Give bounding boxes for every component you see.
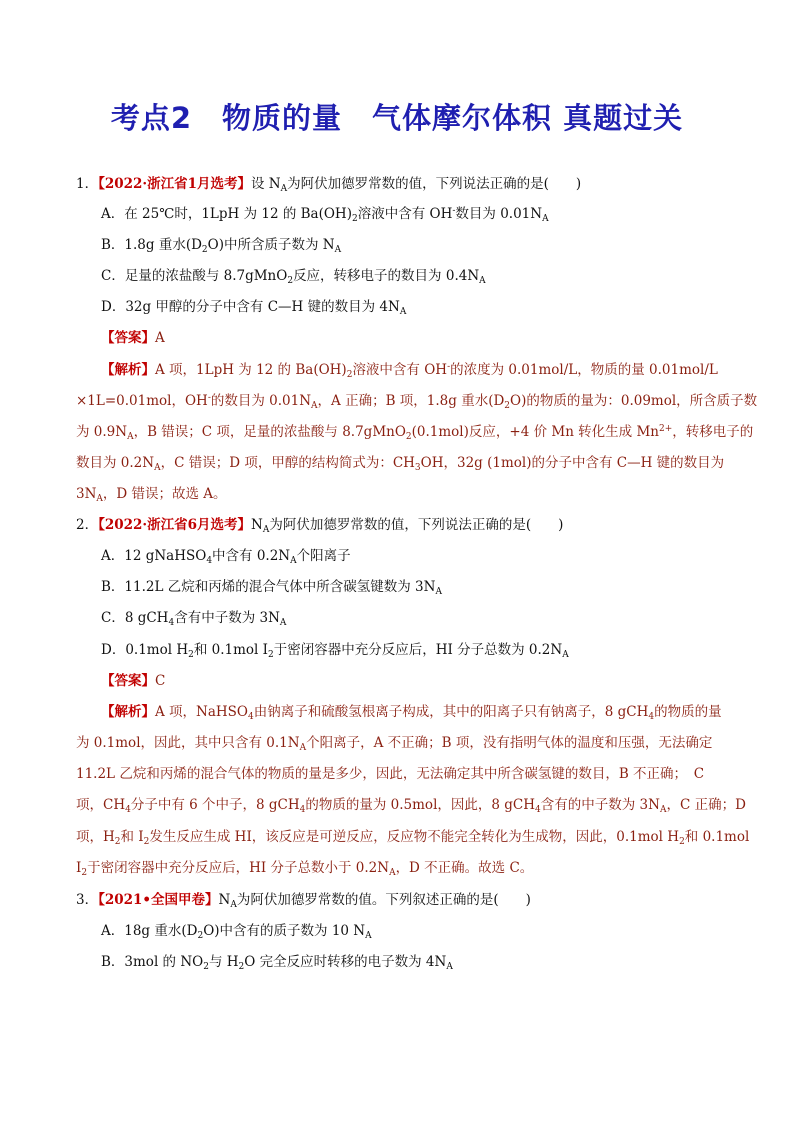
question-1-explanation-line-5: $3N_A$，D 错误；故选 A。 xyxy=(76,486,227,504)
question-2-explanation-line-6: $I_2$于密闭容器中充分反应后，HI 分子总数小于 $0.2N_A$，D 不正确。故选 C。 xyxy=(76,860,534,878)
question-source-tag: 【2022·浙江省1月选考】 xyxy=(98,176,252,192)
question-2-stem: 2．【2022·浙江省6月选考】$N_A$为阿伏加德罗常数的值，下列说法正确的是( ) xyxy=(76,517,564,535)
question-source-tag: 【2022·浙江省6月选考】 xyxy=(98,517,252,533)
question-1-option-b: B．1.8g 重水$(D_2O)$中所含质子数为 $N_A$ xyxy=(101,237,342,255)
question-2-explanation-line-5: 项，$H_2$和 $I_2$发生反应生成 HI，该反应是可逆反应，反应物不能完全转化为生成物，因此，0.1mol $H_2$和 0.1mol xyxy=(76,829,750,847)
question-2-explanation-line-1: 【解析】A 项，NaHSO$_4$由钠离子和硫酸氢根离子构成，其中的阳离子只有钠离子，8 gCH$_4$的物质的量 xyxy=(101,704,722,722)
question-3-stem: 3．【2021•全国甲卷】$N_A$为阿伏加德罗常数的值。下列叙述正确的是( ) xyxy=(76,892,531,910)
question-2-explanation-line-4: 项，$CH_4$分子中有 6 个中子，8 gCH$_4$的物质的量为 0.5mol，因此，8 gCH$_4$含有的中子数为 $3N_A$，C 正确；D xyxy=(76,797,746,815)
question-2-explanation-line-2: 为 0.1mol，因此，其中只含有 $0.1N_A$个阳离子，A 不正确；B 项，没有指明气体的温度和压强，无法确定 xyxy=(76,735,713,753)
question-1-explanation-line-2: ×1L=0.01mol，OH-的数目为 $0.01N_A$，A 正确；B 项，1.8g 重水$(D_2O)$的物质的量为：0.09mol，所含质子数 xyxy=(76,393,758,411)
question-3-option-b: B．3mol 的 $NO_2$与 $H_2O$ 完全反应时转移的电子数为 $4N_A$ xyxy=(101,954,453,972)
question-source-tag: 【2021•全国甲卷】 xyxy=(98,892,219,908)
question-1-answer: 【答案】A xyxy=(101,330,165,346)
question-3-option-a: A．18g 重水$(D_2O)$中含有的质子数为 10 $N_A$ xyxy=(101,923,372,941)
question-2-option-c: C．8 gCH$_4$含有中子数为 $3N_A$ xyxy=(101,610,287,628)
question-2-option-d: D．0.1mol $H_2$和 0.1mol $I_2$于密闭容器中充分反应后，HI 分子总数为 $0.2N_A$ xyxy=(101,642,569,660)
question-1-explanation-line-4: 数目为 $0.2N_A$，C 错误；D 项，甲醇的结构简式为：$CH_3OH$，32g (1mol)的分子中含有 C—H 键的数目为 xyxy=(76,455,725,473)
question-1-explanation-line-1: 【解析】A 项，1LpH 为 12 的 $Ba(OH)_2$溶液中含有 OH-的浓度为 0.01mol/L，物质的量 0.01mol/L xyxy=(101,362,718,380)
question-1-option-a: A．在 25℃时，1LpH 为 12 的 $Ba(OH)_2$溶液中含有 OH-数目为 $0.01N_A$ xyxy=(101,206,549,224)
question-2-option-a: A．12 gNaHSO$_4$中含有 $0.2N_A$个阳离子 xyxy=(101,548,351,566)
page-title: 考点2 物质的量 气体摩尔体积 真题过关 xyxy=(110,101,684,135)
question-1-option-d: D．32g 甲醇的分子中含有 C—H 键的数目为 $4N_A$ xyxy=(101,299,407,317)
question-2-option-b: B．11.2L 乙烷和丙烯的混合气体中所含碳氢键数为 $3N_A$ xyxy=(101,579,442,597)
question-2-answer: 【答案】C xyxy=(101,673,166,689)
question-1-stem: 1．【2022·浙江省1月选考】设 $N_A$为阿伏加德罗常数的值，下列说法正确的是( ) xyxy=(76,176,582,194)
question-1-option-c: C．足量的浓盐酸与 8.7gMnO$_2$反应，转移电子的数目为 $0.4N_A$ xyxy=(101,268,486,286)
question-1-explanation-line-3: 为 $0.9N_A$，B 错误；C 项，足量的浓盐酸与 8.7gMnO$_2$(0.1mol)反应，+4 价 Mn 转化生成 $Mn^{2+}$，转移电子的 xyxy=(76,424,754,442)
question-2-explanation-line-3: 11.2L 乙烷和丙烯的混合气体的物质的量是多少，因此，无法确定其中所含碳氢键的数目，B 不正确； C xyxy=(76,766,705,782)
